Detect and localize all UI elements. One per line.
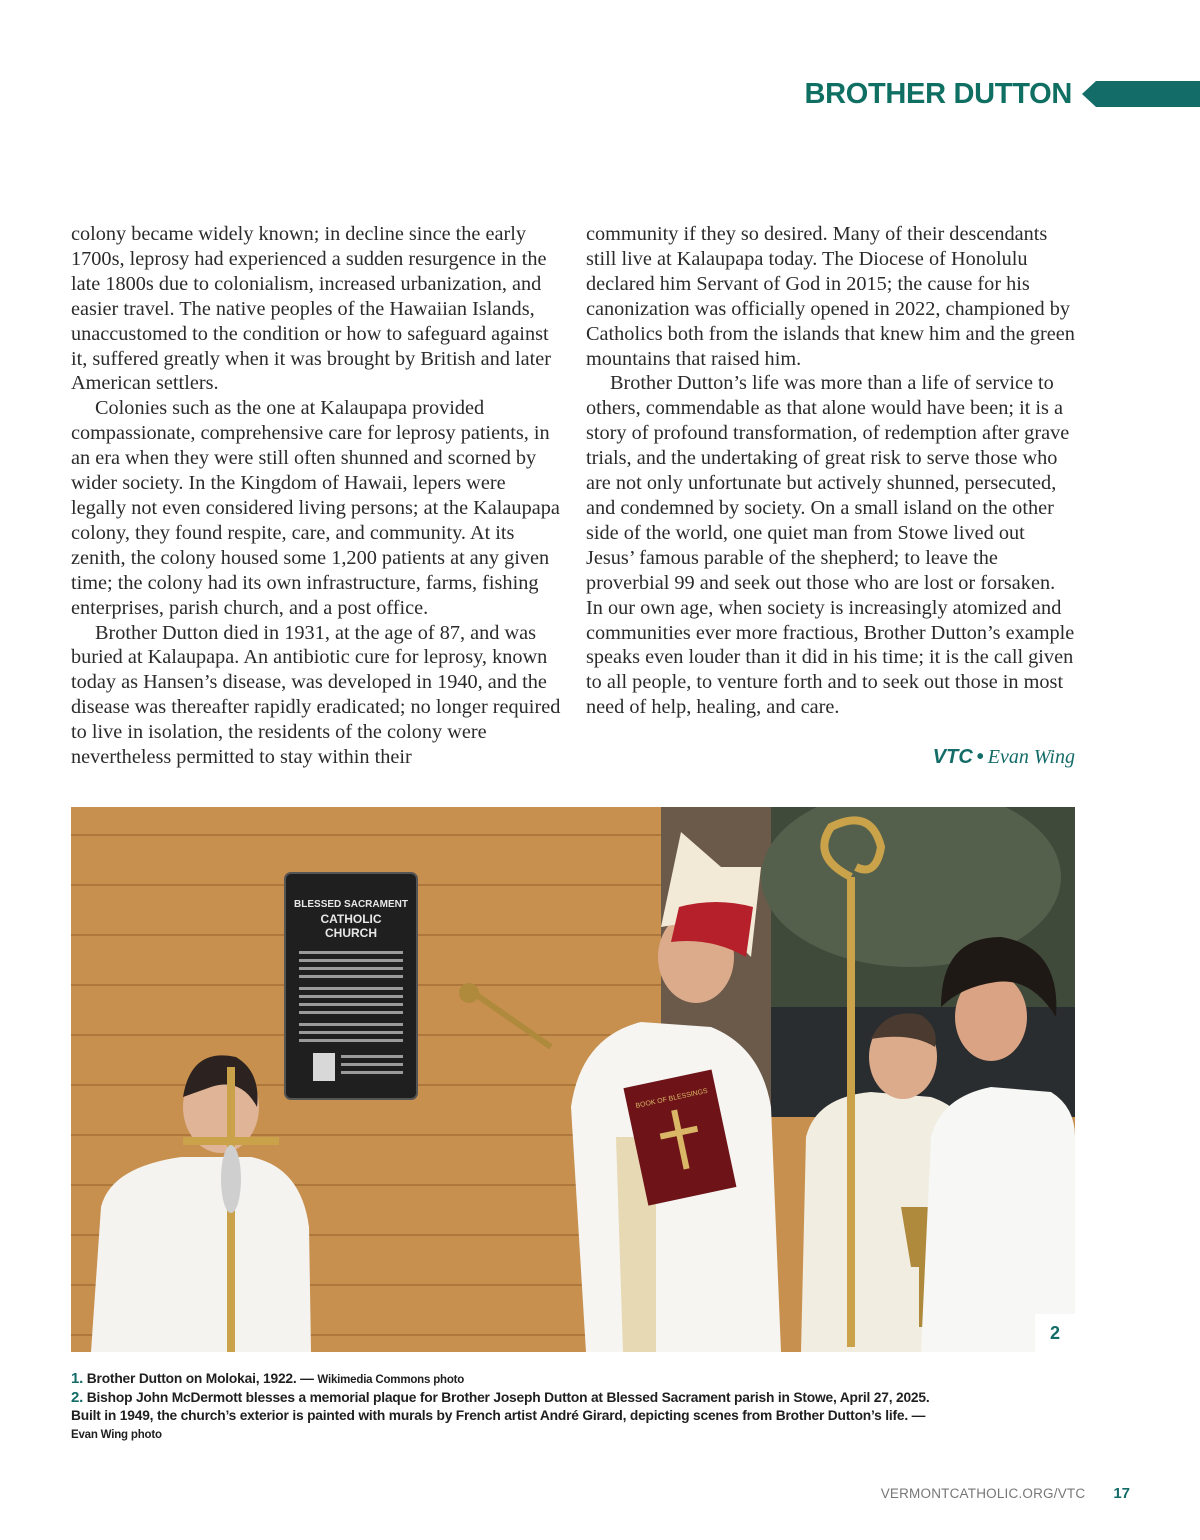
photo-number-badge: 2 (1035, 1314, 1075, 1352)
section-tab-marker (1082, 81, 1200, 107)
plaque-title-line-2: CATHOLIC (320, 912, 382, 926)
article-column-left (71, 222, 561, 770)
article-paragraph: Brother Dutton’s life was more than a life of service to others, commendable as that alone would have been; it is a story of profound transformation, of redemption after grave trials, and the undertaking of great risk to serve those who are not only unfortunate but actively shunned, persecuted, and condemned by society. On a small island on the other side of the world, one quiet man from Stowe lived out Jesus’ famous parable of the shepherd; to leave the proverbial 99 and seek out those who are lost or forsaken. In our own age, when society is increasingly atomized and communities ever more fractious, Brother Dutton’s example speaks even louder than it did in his time; it is the call given to all people, to venture forth and to seek out those in most need of help, healing, and care. (586, 372, 1075, 719)
photo-illustration (71, 807, 1075, 1352)
blessing-photo (71, 807, 1075, 1352)
section-header (804, 74, 1200, 114)
caption-number: 1. (71, 1370, 84, 1387)
caption-text: Bishop John McDermott blesses a memorial plaque for Brother Joseph Dutton at Blessed Sacrament parish in Stowe, April 27, 2025. Built in 1949, the church’s exterior is painted with murals by French artist André Girard, depicting scenes from Brother Dutton’s life. — (71, 1390, 930, 1423)
caption-2 (71, 1389, 931, 1444)
caption-text: Brother Dutton on Molokai, 1922. — (86, 1371, 318, 1386)
footer-site: VERMONTCATHOLIC.ORG/VTC (880, 1486, 1086, 1501)
caption-number: 2. (71, 1389, 84, 1406)
section-title: BROTHER DUTTON (804, 77, 1072, 110)
byline (933, 746, 1075, 769)
plaque-title-line-3: CHURCH (325, 926, 377, 940)
byline-author: Evan Wing (987, 746, 1075, 768)
article-paragraph: Brother Dutton died in 1931, at the age of 87, and was buried at Kalaupapa. An antibiotic cure for leprosy, known today as Hansen’s disease, was developed in 1940, and the disease was thereafter rapidly eradicated; no longer required to live in isolation, the residents of the colony were nevertheless permitted to stay within their (71, 621, 561, 769)
caption-credit: Evan Wing photo (71, 1429, 162, 1441)
page-footer (881, 1485, 1130, 1502)
page-number: 17 (1113, 1485, 1130, 1502)
article-paragraph: colony became widely known; in decline since the early 1700s, leprosy had experienced a sudden resurgence in the late 1800s due to colonialism, increased urbanization, and easier travel. The native peoples of the Hawaiian Islands, unaccustomed to the condition or how to safeguard against it, suffered greatly when it was brought by British and later American settlers. (71, 223, 552, 395)
article-column-right (586, 222, 1076, 720)
article-paragraph: Colonies such as the one at Kalaupapa provided compassionate, comprehensive care for leprosy patients, in an era when they were still often shunned and scorned by wider society. In the Kingdom of Hawaii, lepers were legally not even considered living persons; at the Kalaupapa colony, they found respite, care, and community. At its zenith, the colony housed some 1,200 patients at any given time; the colony had its own infrastructure, farms, fishing enterprises, parish church, and a post office. (71, 397, 560, 619)
byline-org: VTC (932, 746, 973, 768)
caption-1 (71, 1370, 931, 1389)
plaque-title-line-1: BLESSED SACRAMENT (294, 899, 408, 910)
byline-separator: • (976, 746, 984, 768)
caption-credit: Wikimedia Commons photo (317, 1374, 465, 1386)
article-paragraph: community if they so desired. Many of their descendants still live at Kalaupapa today. The Diocese of Honolulu declared him Servant of God in 2015; the cause for his canonization was officially opened in 2022, championed by Catholics both from the islands that knew him and the green mountains that raised him. (586, 223, 1075, 370)
photo-captions (71, 1370, 931, 1444)
book-title: BOOK OF BLESSINGS (635, 1087, 709, 1110)
